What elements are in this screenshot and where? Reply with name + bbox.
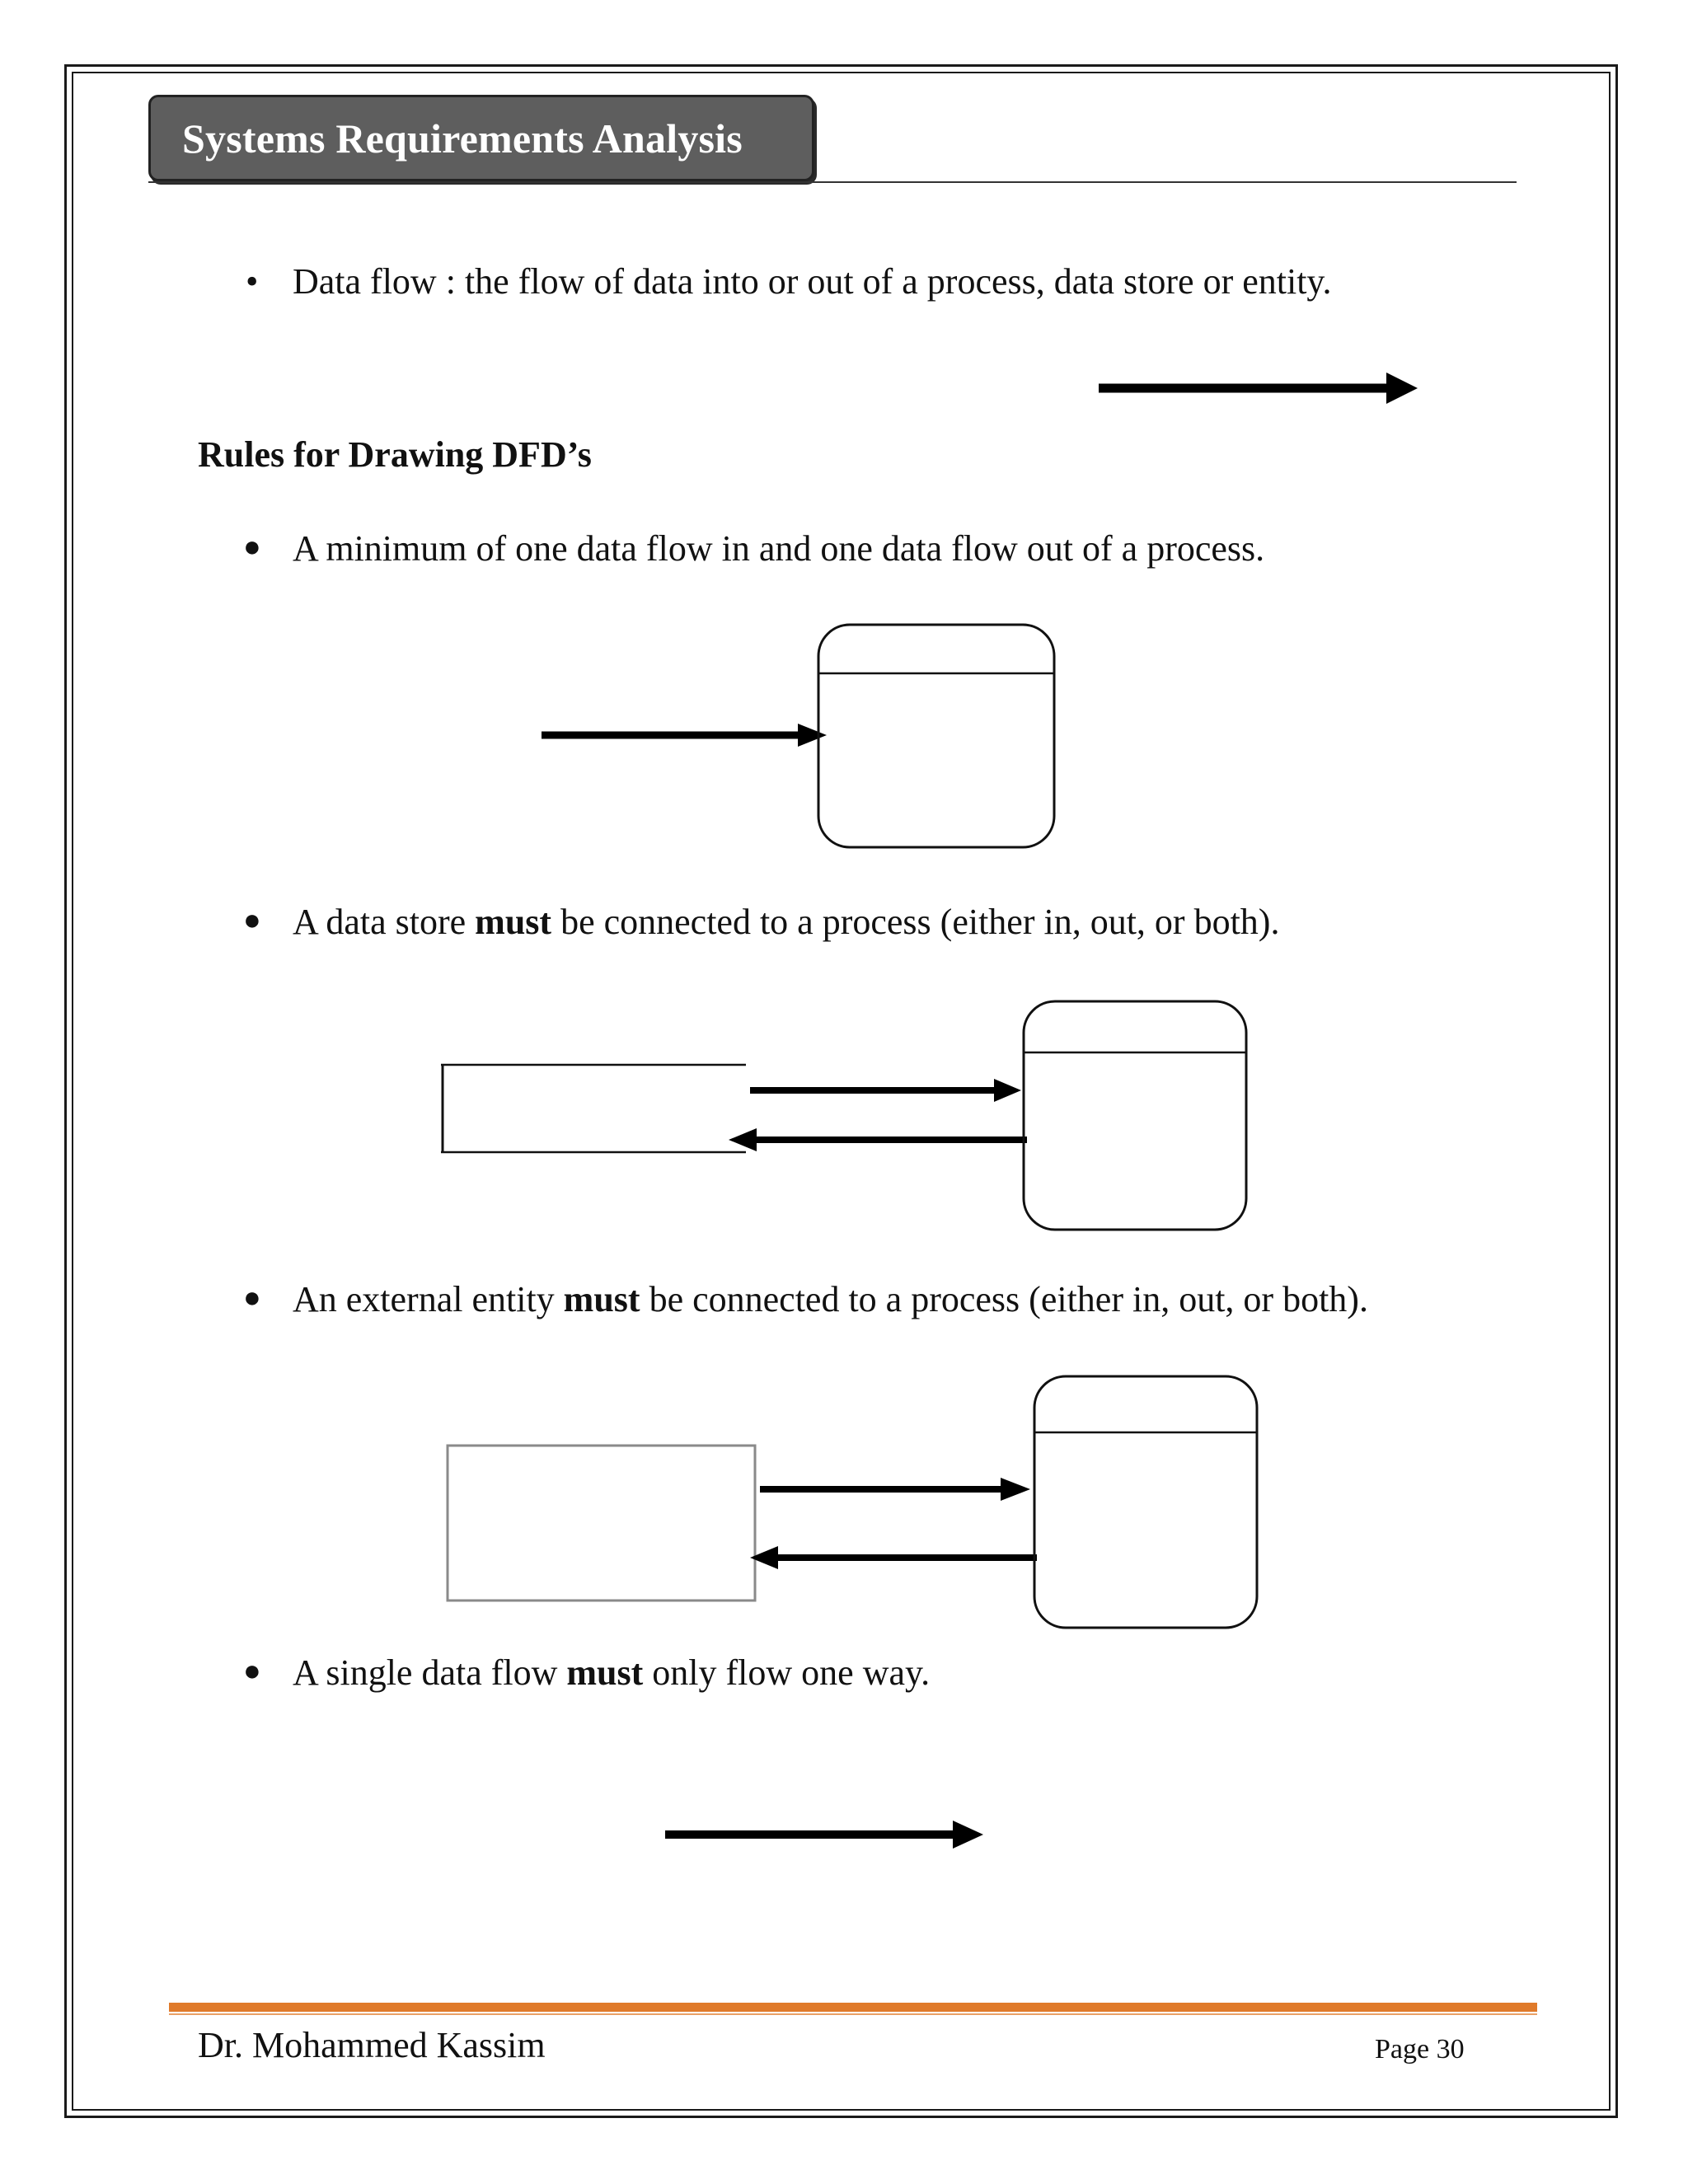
rule-2-bullet: ● xyxy=(243,903,261,936)
rule-1-before: A minimum of one data flow in and one data flow out of a process. xyxy=(293,528,1265,569)
rule-3-before: An external entity xyxy=(293,1279,564,1319)
intro-definition: : the flow of data into or out of a process, data store or entity. xyxy=(436,261,1332,302)
rule-1-bullet: ● xyxy=(243,530,261,563)
rules-heading: Rules for Drawing DFD’s xyxy=(198,434,592,475)
rule-2-diagram xyxy=(441,1001,1246,1230)
rule-3-diagram xyxy=(448,1376,1257,1628)
rule-4-bullet: ● xyxy=(243,1654,261,1687)
rule-4-diagram xyxy=(665,1821,983,1849)
rule-3-emphasis: must xyxy=(563,1279,640,1319)
rule-2-data-store xyxy=(441,1065,746,1152)
rule-4-before: A single data flow xyxy=(293,1652,567,1693)
rule-2-before: A data store xyxy=(293,902,476,942)
data-flow-arrow-sample xyxy=(1099,373,1418,404)
rule-2-emphasis: must xyxy=(475,902,552,942)
rule-1-process-box xyxy=(818,625,1054,847)
rule-2-after: be connected to a process (either in, out, or both). xyxy=(551,902,1280,942)
footer-accent-rule xyxy=(169,2003,1537,2012)
header-title: Systems Requirements Analysis xyxy=(182,115,743,162)
intro-term: Data flow xyxy=(293,261,437,302)
footer-author: Dr. Mohammed Kassim xyxy=(198,2025,546,2065)
rule-3-external-entity xyxy=(448,1446,755,1601)
rule-2-process-box xyxy=(1024,1001,1246,1230)
rule-1-diagram xyxy=(542,625,1054,847)
footer-page-number: Page 30 xyxy=(1375,2034,1465,2064)
rule-3-process-box xyxy=(1034,1376,1257,1628)
rule-3-after: be connected to a process (either in, out, or both). xyxy=(640,1279,1368,1319)
rule-4-emphasis: must xyxy=(566,1652,644,1693)
intro-bullet: • xyxy=(246,261,259,302)
rule-1-arrowhead xyxy=(798,724,827,747)
rule-3-bullet: ● xyxy=(243,1281,261,1314)
footer-thin-rule xyxy=(169,2013,1537,2015)
rule-4-after: only flow one way. xyxy=(643,1652,931,1693)
